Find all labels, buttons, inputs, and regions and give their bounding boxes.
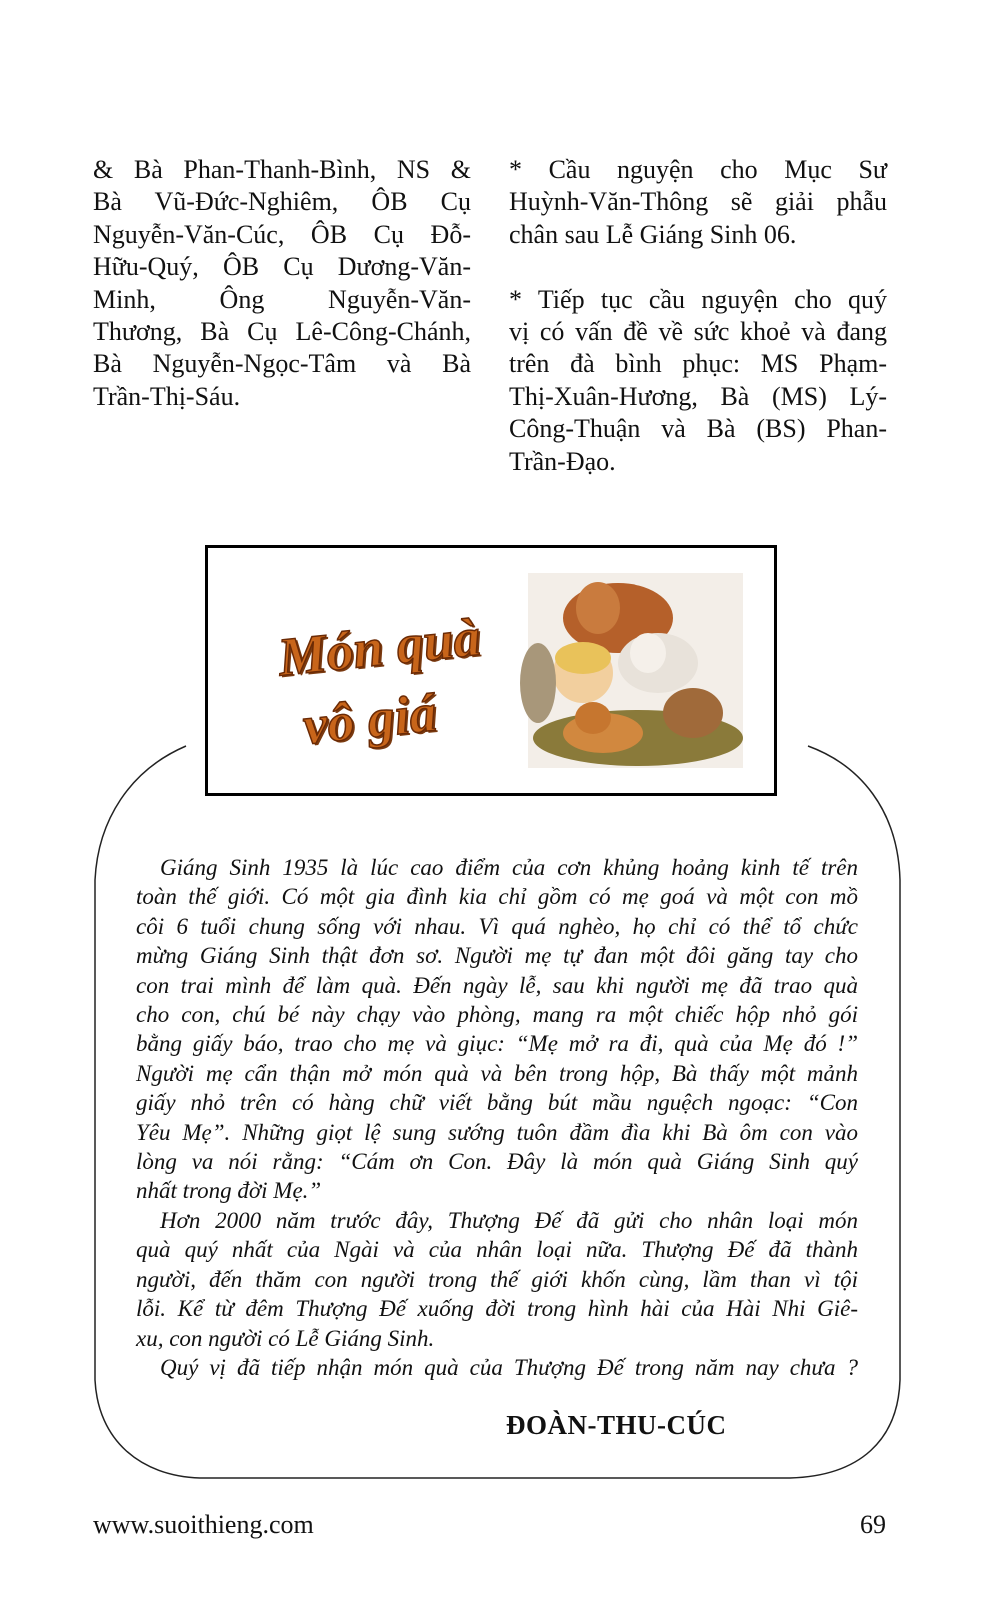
text-line: toàn thế giới. Có một gia đình kia chỉ gồm có mẹ goá và một con mồ [136, 884, 858, 910]
text-line: lòng va nói rằng: “Cám ơn Con. Đây là món quà Giáng Sinh quý [136, 1149, 858, 1175]
text-line: Quý vị đã tiếp nhận món quà của Thượng Đế trong năm nay chưa ? [160, 1354, 858, 1380]
text-line: cho con, chú bé này chạy vào phòng, mang ra một chiếc hộp nhỏ gói [136, 1002, 858, 1028]
text-line: xu, con người có Lễ Giáng Sinh. [136, 1325, 435, 1351]
page-number: 69 [860, 1510, 886, 1539]
text-line: côi 6 tuổi chung sống với nhau. Vì quá nghèo, họ chỉ có thể tổ chức [136, 913, 858, 939]
title-banner [205, 545, 777, 796]
text-line: Bà Vũ-Đức-Nghiêm, ÔB Cụ [93, 187, 471, 217]
text-line: * Cầu nguyện cho Mục Sư [509, 155, 887, 184]
text-line: vị có vấn đề về sức khoẻ và đang [509, 317, 887, 347]
text-line: bằng giấy báo, trao cho mẹ và giục: “Mẹ mở ra đi, quà của Mẹ đó !” [136, 1031, 858, 1057]
text-line: & Bà Phan-Thanh-Bình, NS & [93, 155, 471, 184]
text-line: Nguyễn-Văn-Cúc, ÔB Cụ Đỗ- [93, 219, 471, 249]
text-line: quà quý nhất của Ngài và của nhân loại nữa. Thượng Đế đã thành [136, 1237, 858, 1263]
left-column [93, 154, 471, 413]
paragraph-gap [509, 251, 887, 283]
text-line: Bà Nguyễn-Ngọc-Tâm và Bà [93, 349, 471, 379]
text-line: Người mẹ cẩn thận mở món quà và bên trong hộp, Bà thấy một mảnh [136, 1060, 858, 1086]
text-line: chân sau Lễ Giáng Sinh 06. [509, 219, 797, 249]
website-link[interactable]: www.suoithieng.com [93, 1510, 314, 1539]
text-line: Giáng Sinh 1935 là lúc cao điểm của cơn khủng hoảng kinh tế trên [160, 855, 858, 880]
text-line: Huỳnh-Văn-Thông sẽ giải phẫu [509, 187, 887, 217]
text-line: mừng Giáng Sinh thật đơn sơ. Người mẹ tự đan một đôi găng tay cho [136, 943, 858, 969]
title-line-1: Món quà [275, 606, 484, 688]
text-line: nhất trong đời Mẹ.” [136, 1178, 322, 1204]
text-line: trên đà bình phục: MS Phạm- [509, 349, 887, 379]
text-line: Công-Thuận và Bà (BS) Phan- [509, 414, 887, 444]
text-line: Hữu-Quý, ÔB Cụ Dương-Văn- [93, 252, 471, 282]
text-line: Thị-Xuân-Hương, Bà (MS) Lý- [509, 381, 887, 411]
title-line-2: vô giá [300, 682, 440, 756]
text-line: con trai mình để làm quà. Đến ngày lễ, sau khi người mẹ đã trao quà [136, 972, 858, 998]
text-line: Trần-Đạo. [509, 446, 616, 476]
text-line: Trần-Thị-Sáu. [93, 381, 241, 411]
animals-illustration [518, 563, 748, 773]
text-line: lỗi. Kể từ đêm Thượng Đế xuống đời trong hình hài của Hài Nhi Giê- [136, 1296, 858, 1322]
text-line: Minh, Ông Nguyễn-Văn- [93, 284, 471, 314]
story-text [136, 853, 858, 1382]
text-line: giấy nhỏ trên có hàng chữ viết bằng bút mầu nguệch ngoạc: “Con [136, 1090, 858, 1116]
text-line: Yêu Mẹ”. Những giọt lệ sung sướng tuôn đầm đìa khi Bà ôm con vào [136, 1119, 858, 1145]
author-name: ĐOÀN-THU-CÚC [506, 1410, 727, 1440]
text-line: Hơn 2000 năm trước đây, Thượng Đế đã gửi cho nhân loại món [160, 1207, 858, 1233]
text-line: người, đến thăm con người trong thế giới khốn cùng, lầm than vì tội [136, 1266, 858, 1292]
text-line: Thương, Bà Cụ Lê-Công-Chánh, [93, 317, 471, 347]
text-line: * Tiếp tục cầu nguyện cho quý [509, 284, 887, 314]
right-column [509, 154, 887, 478]
